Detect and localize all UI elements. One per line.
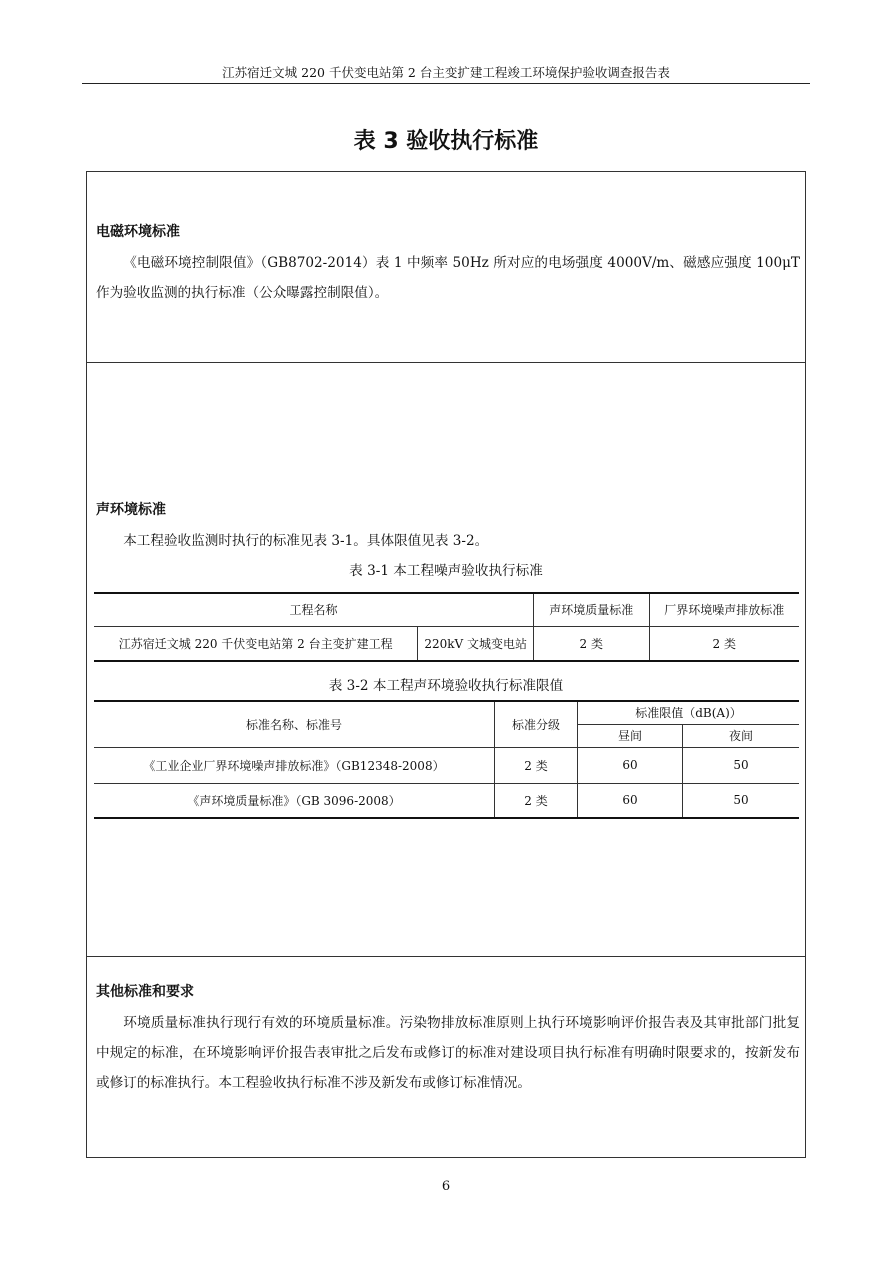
table-header-day: 昼间 [578,724,683,747]
sound-standard-heading: 声环境标准 [96,502,166,518]
other-standard-text: 环境质量标准执行现行有效的环境质量标准。污染物排放标准原则上执行环境影响评价报告表及其审批部门批复中规定的标准，在环境影响评价报告表审批之后发布或修订的标准对建设项目执行标准有明确时限要求的，按新发布或修订的标准执行。本工程验收执行标准不涉及新发布或修订标准情况。 [96,1015,800,1091]
table-row [94,626,799,661]
table-header-boundary-noise: 厂界环境噪声排放标准 [649,593,799,626]
other-standard-heading: 其他标准和要求 [96,984,194,1000]
table-header-limit: 标准限值（dB(A)） [578,701,800,724]
table-3-2 [94,700,799,819]
em-standard-heading: 电磁环境标准 [96,224,180,240]
table-header-standard-name: 标准名称、标准号 [94,701,495,747]
cell-class: 2 类 [495,747,578,783]
cell-night-limit: 50 [683,747,800,783]
cell-class: 2 类 [495,783,578,818]
cell-standard-name: 《声环境质量标准》（GB 3096-2008） [94,783,495,818]
cell-standard-name: 《工业企业厂界环境噪声排放标准》（GB12348-2008） [94,747,495,783]
running-header: 江苏宿迁文城 220 千伏变电站第 2 台主变扩建工程竣工环境保护验收调查报告表 [222,65,670,80]
table-3-1-caption: 表 3-1 本工程噪声验收执行标准 [349,563,543,579]
page-title: 表 3 验收执行标准 [353,129,539,154]
table-header-project-name: 工程名称 [94,593,533,626]
table-header-night: 夜间 [683,724,800,747]
cell-project-name: 江苏宿迁文城 220 千伏变电站第 2 台主变扩建工程 [94,626,418,661]
table-header-sound-quality: 声环境质量标准 [533,593,649,626]
cell-boundary-noise-class: 2 类 [649,626,799,661]
cell-night-limit: 50 [683,783,800,818]
table-row [94,747,799,783]
header-rule [82,83,810,84]
table-row [94,783,799,818]
cell-substation: 220kV 文城变电站 [418,626,534,661]
sound-standard-text: 本工程验收监测时执行的标准见表 3-1。具体限值见表 3-2。 [123,533,489,549]
table-header-class: 标准分级 [495,701,578,747]
em-standard-text: 《电磁环境控制限值》（GB8702-2014）表 1 中频率 50Hz 所对应的电场强度 4000V/m、磁感应强度 100μT 作为验收监测的执行标准（公众曝露控制限值）。 [96,255,800,301]
cell-sound-quality-class: 2 类 [533,626,649,661]
cell-day-limit: 60 [578,747,683,783]
section-divider [87,956,805,957]
section-divider [87,362,805,363]
page-number: 6 [441,1179,451,1194]
cell-day-limit: 60 [578,783,683,818]
table-3-2-caption: 表 3-2 本工程声环境验收执行标准限值 [328,678,564,694]
table-3-1 [94,592,799,662]
standards-frame [86,171,806,1158]
